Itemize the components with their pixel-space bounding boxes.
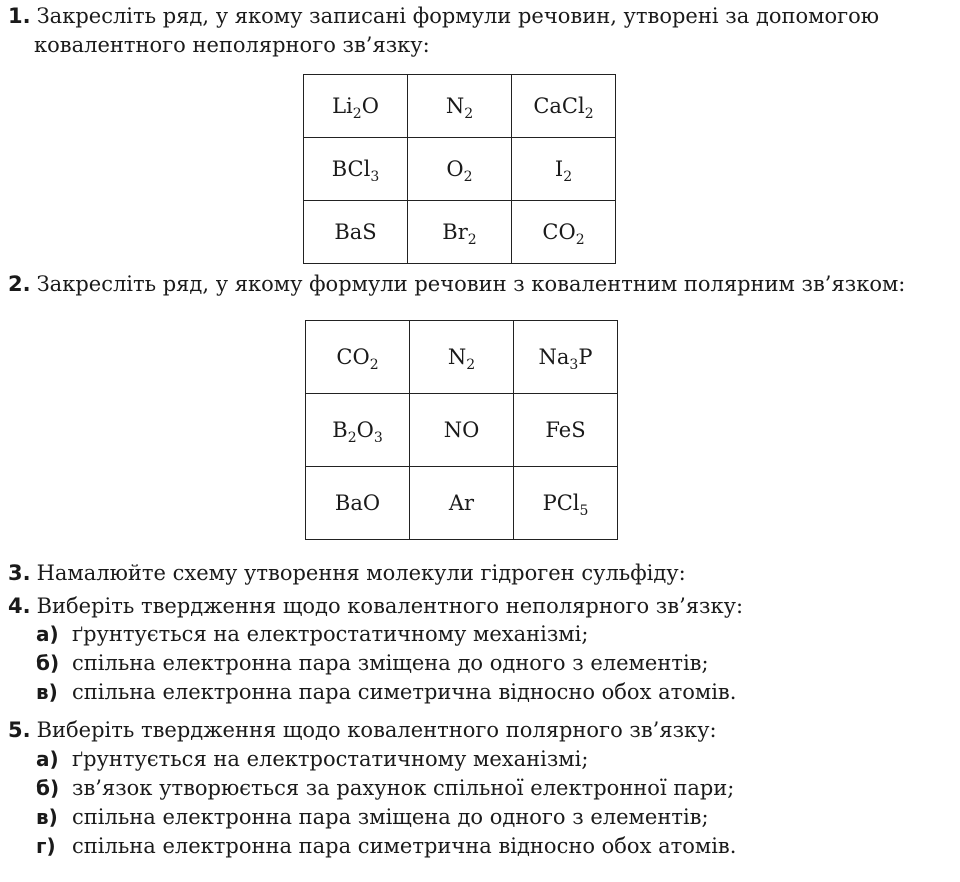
formula-cell[interactable]: CaCl$_2$ xyxy=(512,75,616,138)
option-b xyxy=(36,649,709,677)
formula-cell[interactable]: $CO_2$ xyxy=(512,201,616,264)
formula-cell[interactable]: Ar xyxy=(410,467,514,540)
formula-cell[interactable]: $I_2$ xyxy=(512,138,616,201)
option-text: ґрунтується на електростатичному механізмі; xyxy=(72,747,589,771)
question-text: Виберіть твердження щодо ковалентного полярного зв’язку: xyxy=(36,718,717,742)
formula-cell[interactable]: $B_2O_3$ xyxy=(306,394,410,467)
option-text: спільна електронна пара симетрична відносно обох атомів. xyxy=(72,680,737,704)
option-c xyxy=(36,678,736,706)
question-text: Намалюйте схему утворення молекули гідроген сульфіду: xyxy=(36,561,686,585)
formula-cell[interactable]: $N_2$ xyxy=(410,321,514,394)
question-number: 4. xyxy=(8,594,31,618)
option-label: в) xyxy=(36,680,58,704)
question-3 xyxy=(8,559,686,587)
question-1 xyxy=(8,2,879,30)
formula-cell[interactable]: FeS xyxy=(514,394,618,467)
option-label: б) xyxy=(36,651,60,675)
option-b xyxy=(36,774,734,802)
table-row xyxy=(306,321,618,394)
formula-cell[interactable]: PCl$_5$ xyxy=(514,467,618,540)
table-row xyxy=(306,467,618,540)
table-row xyxy=(304,201,616,264)
formula-table-2 xyxy=(305,320,618,540)
question-number: 5. xyxy=(8,718,31,742)
question-text: Виберіть твердження щодо ковалентного неполярного зв’язку: xyxy=(36,594,744,618)
formula-table-1 xyxy=(303,74,616,264)
option-label: б) xyxy=(36,776,60,800)
formula-cell[interactable]: $Na_3P$ xyxy=(514,321,618,394)
question-2 xyxy=(8,270,905,298)
formula-cell[interactable]: BCl$_3$ xyxy=(304,138,408,201)
option-text: спільна електронна пара зміщена до одного з елементів; xyxy=(72,651,709,675)
question-4 xyxy=(8,592,743,620)
formula-cell[interactable]: BaS xyxy=(304,201,408,264)
option-a xyxy=(36,745,588,773)
formula-cell[interactable]: BaO xyxy=(306,467,410,540)
question-text: Закресліть ряд, у якому формули речовин з ковалентним полярним зв’язком: xyxy=(36,272,906,296)
question-5 xyxy=(8,716,717,744)
formula-cell[interactable]: $N_2$ xyxy=(408,75,512,138)
question-text: Закресліть ряд, у якому записані формули речовин, утворені за допомогою xyxy=(36,4,880,28)
option-d xyxy=(36,832,736,860)
option-text: зв’язок утворюється за рахунок спільної електронної пари; xyxy=(72,776,735,800)
option-c xyxy=(36,803,709,831)
question-1-continuation: ковалентного неполярного зв’язку: xyxy=(34,33,430,57)
option-label: а) xyxy=(36,747,59,771)
formula-cell[interactable]: $Li_2O$ xyxy=(304,75,408,138)
formula-cell[interactable]: $CO_2$ xyxy=(306,321,410,394)
formula-cell[interactable]: $Br_2$ xyxy=(408,201,512,264)
question-number: 2. xyxy=(8,272,31,296)
question-number: 1. xyxy=(8,4,31,28)
option-text: спільна електронна пара зміщена до одного з елементів; xyxy=(72,805,709,829)
formula-cell[interactable]: NO xyxy=(410,394,514,467)
table-row xyxy=(304,138,616,201)
option-a xyxy=(36,620,588,648)
option-label: а) xyxy=(36,622,59,646)
option-text: ґрунтується на електростатичному механізмі; xyxy=(72,622,589,646)
option-label: г) xyxy=(36,834,56,858)
option-label: в) xyxy=(36,805,58,829)
table-row xyxy=(304,75,616,138)
table-row xyxy=(306,394,618,467)
option-text: спільна електронна пара симетрична відносно обох атомів. xyxy=(72,834,737,858)
question-number: 3. xyxy=(8,561,31,585)
formula-cell[interactable]: $O_2$ xyxy=(408,138,512,201)
